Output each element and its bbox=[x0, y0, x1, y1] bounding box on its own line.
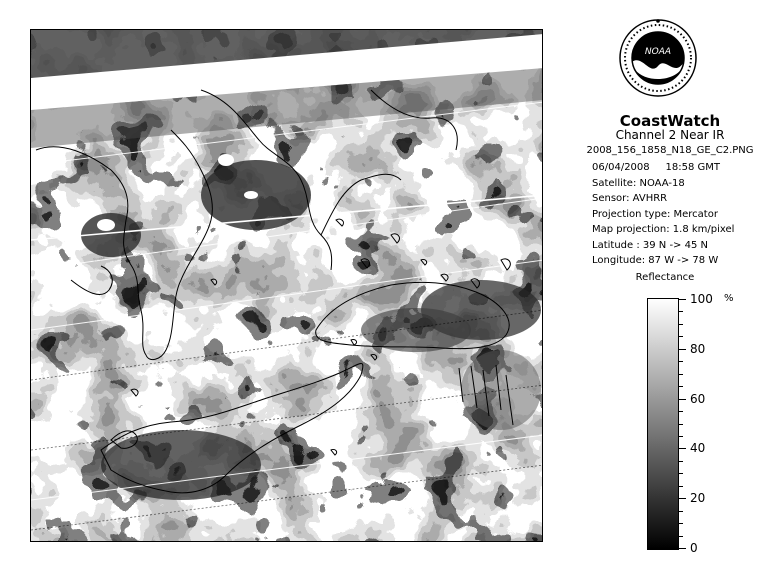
scale-minor-tick bbox=[679, 424, 683, 425]
scale-minor-tick bbox=[679, 448, 683, 449]
map-projection-label: Map projection: 1.8 km/pixel bbox=[592, 224, 735, 235]
noaa-logo bbox=[618, 18, 698, 98]
scale-tick-label: 80 bbox=[690, 342, 706, 356]
scale-unit: % bbox=[724, 293, 734, 304]
brand-title: CoastWatch bbox=[619, 112, 721, 130]
scale-tick-label: 0 bbox=[690, 541, 698, 555]
scale-minor-tick bbox=[679, 324, 683, 325]
scale-tick-label: 20 bbox=[690, 491, 706, 505]
scale-tick-label: 40 bbox=[690, 441, 706, 455]
reflectance-colorbar bbox=[647, 298, 679, 550]
scale-minor-tick bbox=[679, 311, 683, 312]
scale-tick-label: 60 bbox=[690, 392, 706, 406]
scale-tick-label: 100 bbox=[690, 292, 713, 306]
datetime-row bbox=[592, 160, 734, 176]
latitude-label: Latitude : 39 N -> 45 N bbox=[592, 239, 708, 251]
filename-label: 2008_156_1858_N18_GE_C2.PNG bbox=[586, 145, 754, 156]
satellite-label: Satellite: NOAA-18 bbox=[592, 177, 685, 189]
scale-minor-tick bbox=[679, 511, 683, 512]
scale-minor-tick bbox=[679, 523, 683, 524]
scale-minor-tick bbox=[679, 361, 683, 362]
scale-minor-tick bbox=[679, 536, 683, 537]
satellite-map bbox=[30, 29, 543, 542]
channel-label: Channel 2 Near IR bbox=[615, 128, 725, 142]
scale-minor-tick bbox=[679, 299, 683, 300]
scale-minor-tick bbox=[679, 386, 683, 387]
scale-minor-tick bbox=[679, 436, 683, 437]
metadata-block bbox=[592, 160, 734, 269]
scale-minor-tick bbox=[679, 336, 683, 337]
scale-title: Reflectance bbox=[635, 272, 695, 283]
scale-minor-tick bbox=[679, 486, 683, 487]
scale-minor-tick bbox=[679, 498, 683, 499]
scale-minor-tick bbox=[679, 399, 683, 400]
scale-minor-tick bbox=[679, 411, 683, 412]
scale-minor-tick bbox=[679, 461, 683, 462]
sensor-label: Sensor: AVHRR bbox=[592, 193, 668, 204]
scale-minor-tick bbox=[679, 374, 683, 375]
longitude-label: Longitude: 87 W -> 78 W bbox=[592, 255, 719, 266]
projection-type-label: Projection type: Mercator bbox=[592, 208, 718, 220]
scale-minor-tick bbox=[679, 548, 683, 549]
reflectance-image bbox=[31, 30, 543, 542]
scale-minor-tick bbox=[679, 349, 683, 350]
scale-minor-tick bbox=[679, 473, 683, 474]
time-value: 18:58 GMT bbox=[665, 162, 721, 173]
date-value: 06/04/2008 bbox=[592, 162, 650, 173]
logo-text: NOAA bbox=[644, 47, 672, 57]
